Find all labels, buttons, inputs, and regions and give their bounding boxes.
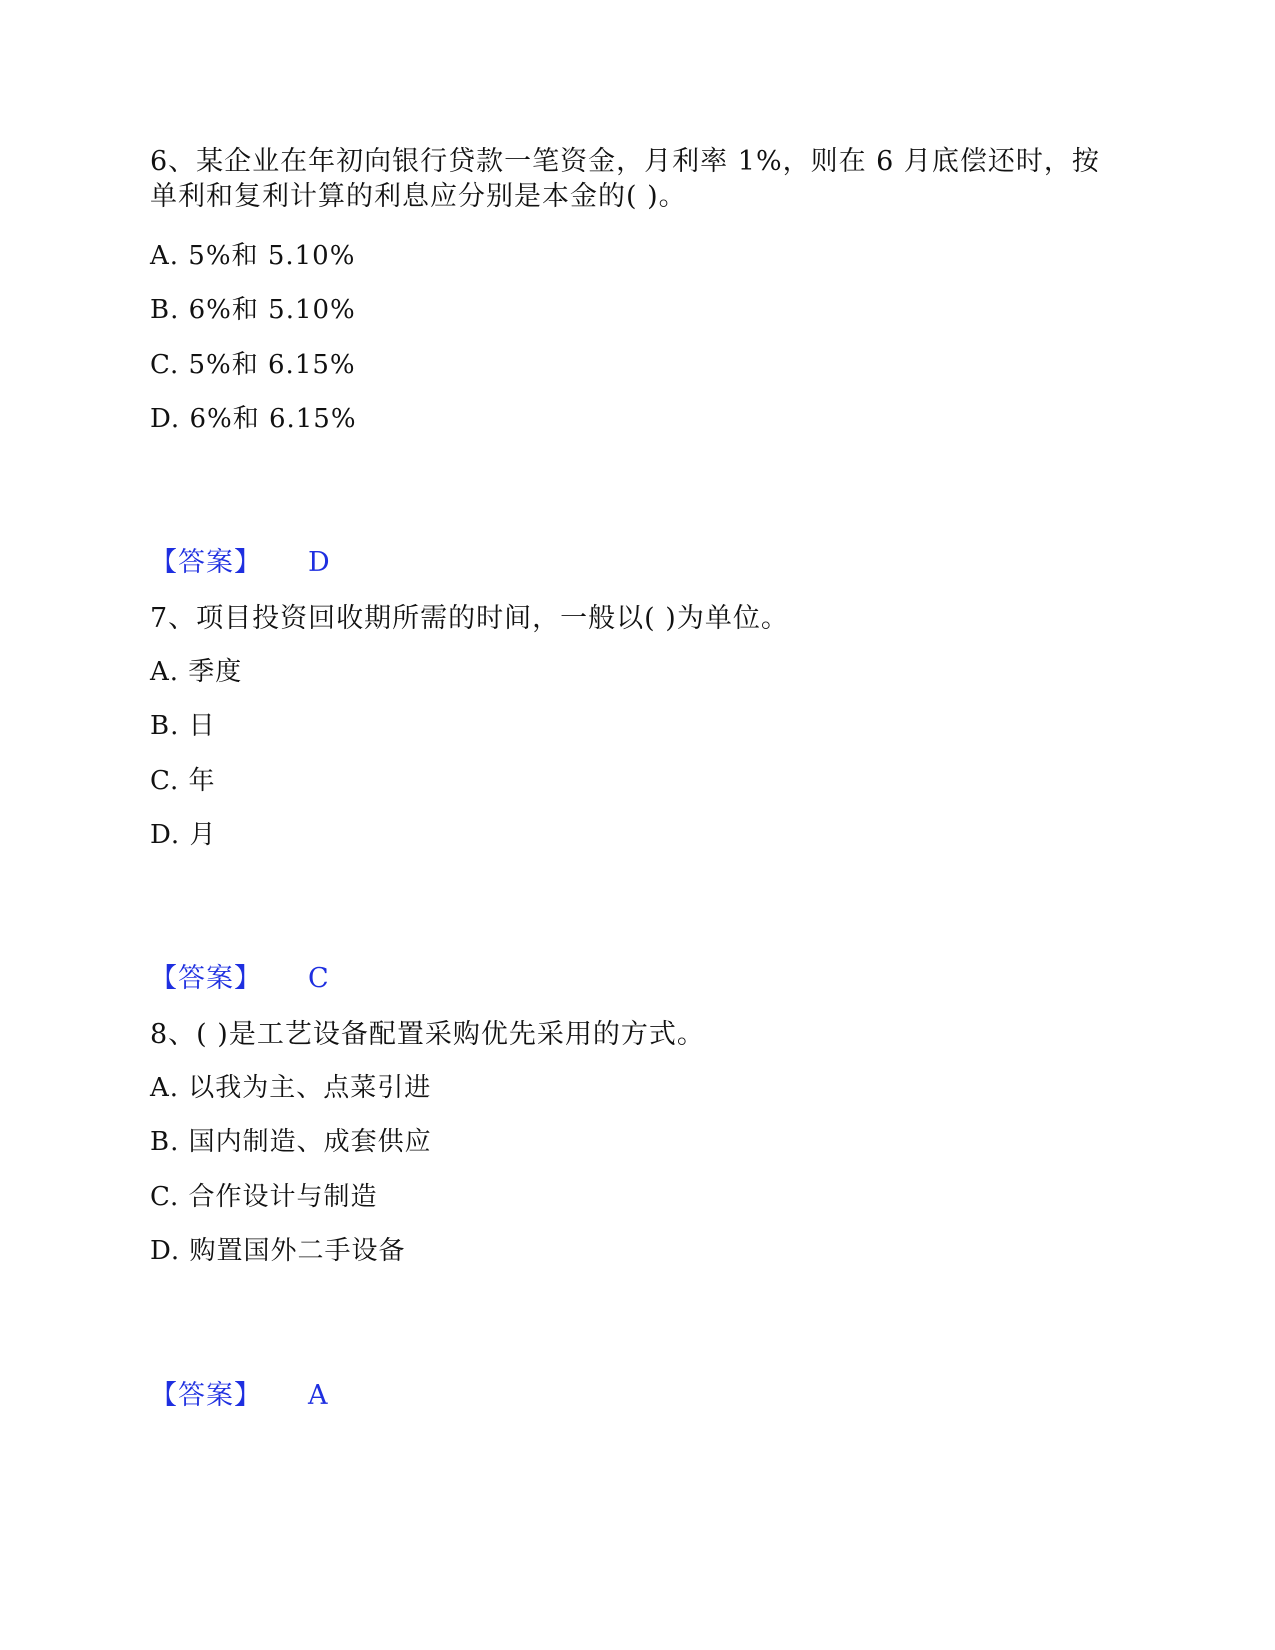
option-a: A. 季度	[150, 657, 243, 687]
answer-label: 【答案】	[150, 1380, 262, 1411]
question-6-options	[150, 240, 1110, 434]
option-d: D. 6%和 6.15%	[150, 404, 357, 434]
question-7-options	[150, 656, 1110, 850]
question-8	[150, 1017, 1110, 1052]
question-stem: 8、( )是工艺设备配置采购优先采用的方式。	[150, 1019, 705, 1050]
answer-label: 【答案】	[150, 547, 262, 578]
option-c: C. 5%和 6.15%	[150, 350, 356, 380]
option-d: D. 购置国外二手设备	[150, 1236, 406, 1266]
option-b: B. 国内制造、成套供应	[150, 1127, 432, 1157]
option-b: B. 6%和 5.10%	[150, 295, 356, 325]
answer-value: D	[308, 547, 330, 578]
answer-line-6	[150, 546, 330, 580]
answer-line-8	[150, 1379, 328, 1413]
option-c: C. 合作设计与制造	[150, 1182, 378, 1212]
question-6	[150, 144, 1110, 214]
answer-value: C	[308, 963, 329, 994]
answer-label: 【答案】	[150, 963, 262, 994]
question-7	[150, 601, 1110, 636]
option-b: B. 日	[150, 711, 216, 741]
option-d: D. 月	[150, 820, 217, 850]
answer-value: A	[308, 1380, 328, 1411]
option-a: A. 5%和 5.10%	[150, 241, 356, 271]
option-c: C. 年	[150, 766, 216, 796]
answer-line-7	[150, 962, 329, 996]
question-8-options	[150, 1072, 1110, 1266]
question-stem: 6、某企业在年初向银行贷款一笔资金，月利率 1%，则在 6 月底偿还时，按单利和复利计算的利息应分别是本金的( )。	[150, 146, 1100, 212]
question-stem: 7、项目投资回收期所需的时间，一般以( )为单位。	[150, 603, 789, 634]
option-a: A. 以我为主、点菜引进	[150, 1073, 432, 1103]
